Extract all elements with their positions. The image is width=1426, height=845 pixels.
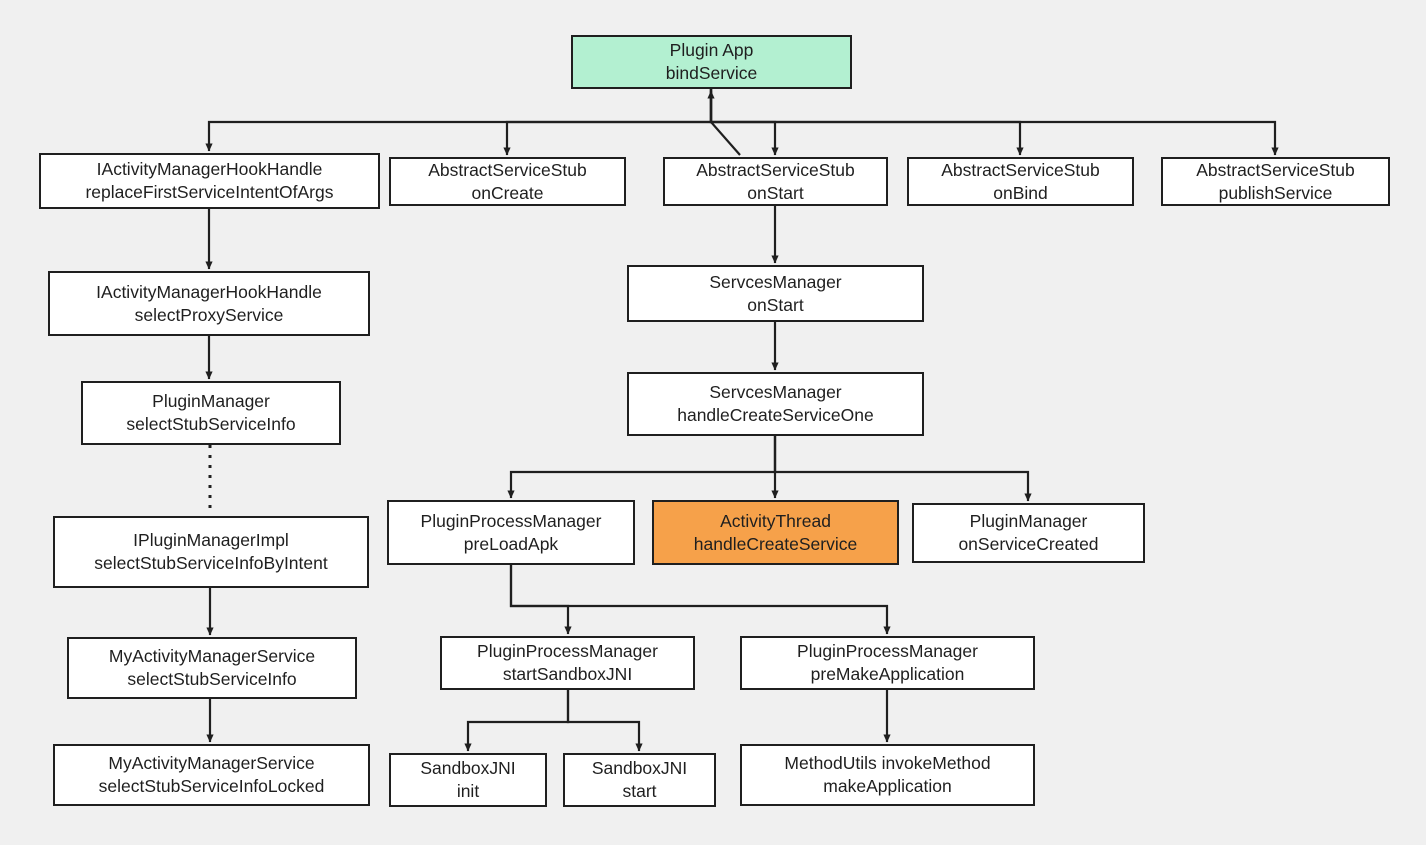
node-title: ServcesManager — [709, 271, 842, 292]
node-title: PluginManager — [969, 511, 1088, 532]
node-title: AbstractServiceStub — [696, 159, 855, 180]
node-title: MethodUtils invokeMethod — [784, 753, 991, 774]
node-title: Plugin App — [669, 40, 754, 61]
node-method: onBind — [993, 182, 1048, 203]
diagram-node — [740, 636, 1035, 690]
node-method: publishService — [1218, 182, 1333, 203]
diagram-node — [1161, 157, 1390, 206]
node-title: IActivityManagerHookHandle — [96, 159, 323, 180]
node-title: PluginProcessManager — [420, 510, 602, 531]
node-title: MyActivityManagerService — [108, 753, 315, 774]
node-method: preMakeApplication — [810, 664, 965, 684]
diagram-node — [627, 265, 924, 322]
node-title: SandboxJNI — [420, 758, 516, 779]
node-method: selectProxyService — [134, 304, 284, 325]
diagram-node — [740, 744, 1035, 806]
node-title: PluginProcessManager — [797, 641, 978, 662]
diagram-node — [81, 381, 341, 445]
node-title: PluginManager — [152, 391, 270, 412]
node-method: selectStubServiceInfoLocked — [98, 776, 325, 796]
node-method: preLoadApk — [463, 533, 559, 554]
diagram-node — [440, 636, 695, 690]
diagram-node — [907, 157, 1134, 206]
node-title: AbstractServiceStub — [941, 159, 1100, 180]
diagram-node — [39, 153, 380, 209]
diagram-node — [53, 744, 370, 806]
node-method: startSandboxJNI — [502, 664, 633, 684]
node-title: PluginProcessManager — [477, 641, 658, 662]
node-title: IPluginManagerImpl — [133, 530, 289, 551]
node-method: selectStubServiceInfo — [127, 669, 297, 689]
diagram-node — [912, 503, 1145, 563]
node-method: selectStubServiceInfo — [126, 414, 296, 434]
node-method: onCreate — [471, 182, 544, 203]
node-method: start — [622, 781, 657, 801]
diagram-node — [387, 500, 635, 565]
diagram-node — [389, 753, 547, 807]
diagram-node — [571, 35, 852, 89]
node-method: makeApplication — [823, 776, 952, 796]
node-title: ServcesManager — [709, 382, 842, 403]
diagram-node — [663, 157, 888, 206]
node-title: AbstractServiceStub — [1196, 159, 1355, 180]
diagram-node — [652, 500, 899, 565]
node-method: onServiceCreated — [958, 534, 1099, 554]
node-method: handleCreateService — [693, 533, 858, 554]
diagram-node — [48, 271, 370, 336]
node-method: handleCreateServiceOne — [677, 405, 874, 425]
diagram-node — [67, 637, 357, 699]
diagram-node — [53, 516, 369, 588]
node-title: AbstractServiceStub — [428, 159, 587, 180]
node-method: onStart — [747, 294, 804, 315]
node-title: SandboxJNI — [591, 758, 688, 779]
node-method: init — [456, 781, 480, 801]
node-method: onStart — [747, 182, 804, 203]
node-method: bindService — [665, 63, 758, 83]
node-method: selectStubServiceInfoByIntent — [94, 553, 328, 573]
diagram-node — [563, 753, 716, 807]
node-title: ActivityThread — [720, 510, 831, 531]
node-title: MyActivityManagerService — [108, 646, 316, 667]
node-method: replaceFirstServiceIntentOfArgs — [85, 182, 334, 202]
diagram-node — [389, 157, 626, 206]
node-title: IActivityManagerHookHandle — [96, 281, 322, 302]
diagram-node — [627, 372, 924, 436]
